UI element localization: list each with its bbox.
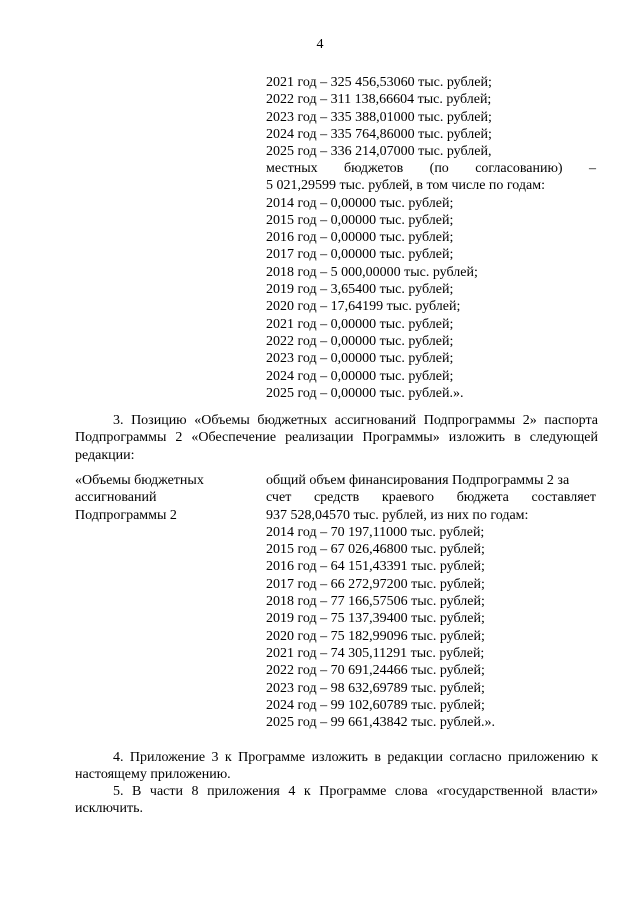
volume-line: общий объем финансирования Подпрограммы 2 за xyxy=(266,473,570,488)
list-item: 2022 год – 70 691,24466 тыс. рублей; xyxy=(266,663,485,679)
page-number: 4 xyxy=(316,37,324,52)
list-item: 2023 год – 98 632,69789 тыс. рублей; xyxy=(266,680,485,696)
volume-line xyxy=(266,489,596,506)
allocation-volume xyxy=(266,472,596,731)
local-budgets-heading xyxy=(266,160,596,177)
list-item: 2023 год – 0,00000 тыс. рублей; xyxy=(266,351,454,367)
word: местных xyxy=(266,161,318,176)
list-item: 2022 год – 311 138,66604 тыс. рублей; xyxy=(266,92,492,108)
word: (по xyxy=(429,161,449,176)
volume-line: 937 528,04570 тыс. рублей, из них по годам: xyxy=(266,507,529,523)
list-item: 2014 год – 70 197,11000 тыс. рублей; xyxy=(266,524,485,540)
list-item: 2018 год – 5 000,00000 тыс. рублей; xyxy=(266,264,478,280)
list-item: 2024 год – 335 764,86000 тыс. рублей; xyxy=(266,126,492,142)
list-item: 2021 год – 0,00000 тыс. рублей; xyxy=(266,316,454,332)
word: согласованию) xyxy=(475,161,563,176)
list-item: 2024 год – 0,00000 тыс. рублей; xyxy=(266,368,454,384)
list-item: 2021 год – 74 305,11291 тыс. рублей; xyxy=(266,645,485,661)
label-line: ассигнований xyxy=(75,490,157,506)
paragraph-item-5: 5. В части 8 приложения 4 к Программе слова «государственной власти» исключить. xyxy=(75,784,598,817)
list-item: 2020 год – 75 182,99096 тыс. рублей; xyxy=(266,628,485,644)
word: бюджета xyxy=(456,490,509,506)
list-item: 2022 год – 0,00000 тыс. рублей; xyxy=(266,333,454,349)
list-item: 2015 год – 0,00000 тыс. рублей; xyxy=(266,212,454,228)
paragraph-item-3: 3. Позицию «Объемы бюджетных ассигнований Подпрограммы 2» паспорта Подпрограммы 2 «Обеспечение реализации Программы» изложить в следующей редакции: xyxy=(75,413,598,463)
label-line: «Объемы бюджетных xyxy=(75,473,204,488)
word: счет xyxy=(266,490,292,506)
paragraph-item-4: 4. Приложение 3 к Программе изложить в редакции согласно приложению к настоящему приложению. xyxy=(75,750,598,783)
list-item: 2017 год – 0,00000 тыс. рублей; xyxy=(266,247,454,263)
list-item: 2025 год – 336 214,07000 тыс. рублей, xyxy=(266,144,492,160)
label-line: Подпрограммы 2 xyxy=(75,507,177,523)
list-item: 2025 год – 99 661,43842 тыс. рублей.». xyxy=(266,715,495,731)
list-item: 2025 год – 0,00000 тыс. рублей.». xyxy=(266,385,464,401)
list-item: 2023 год – 335 388,01000 тыс. рублей; xyxy=(266,109,492,125)
list-item: 2016 год – 0,00000 тыс. рублей; xyxy=(266,230,454,246)
allocation-label xyxy=(75,472,245,524)
list-item: 2016 год – 64 151,43391 тыс. рублей; xyxy=(266,559,485,575)
list-item: 2017 год – 66 272,97200 тыс. рублей; xyxy=(266,576,485,592)
list-item: 2024 год – 99 102,60789 тыс. рублей; xyxy=(266,697,485,713)
list-item: 2020 год – 17,64199 тыс. рублей; xyxy=(266,299,461,315)
list-item: 2021 год – 325 456,53060 тыс. рублей; xyxy=(266,75,492,90)
year-list-section1 xyxy=(266,74,492,160)
list-item: 2019 год – 3,65400 тыс. рублей; xyxy=(266,282,454,298)
list-item: 2018 год – 77 166,57506 тыс. рублей; xyxy=(266,594,485,610)
word: средств xyxy=(313,490,360,506)
word: – xyxy=(588,161,596,176)
local-budgets-block xyxy=(266,160,596,402)
local-budgets-total: 5 021,29599 тыс. рублей, в том числе по годам: xyxy=(266,178,545,194)
word: бюджетов xyxy=(344,161,404,176)
word: составляет xyxy=(531,490,596,506)
word: краевого xyxy=(381,490,435,506)
list-item: 2014 год – 0,00000 тыс. рублей; xyxy=(266,195,454,211)
list-item: 2015 год – 67 026,46800 тыс. рублей; xyxy=(266,542,485,558)
list-item: 2019 год – 75 137,39400 тыс. рублей; xyxy=(266,611,485,627)
